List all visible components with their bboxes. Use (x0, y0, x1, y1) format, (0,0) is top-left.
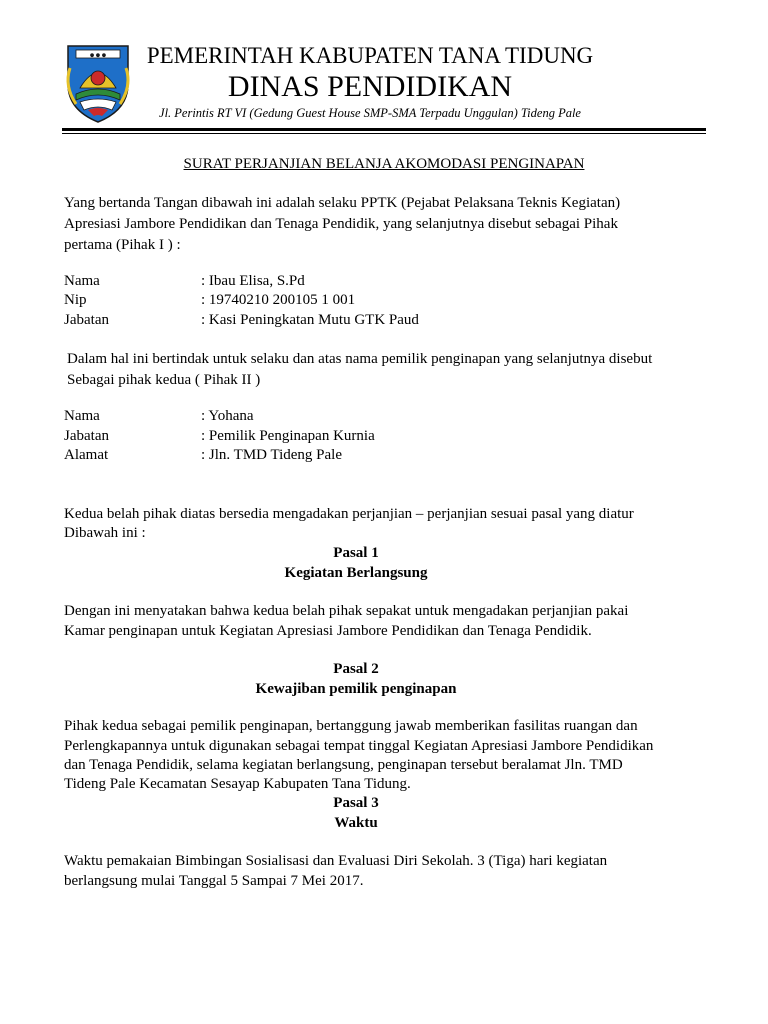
party2-jabatan-value: : Pemilik Penginapan Kurnia (201, 428, 375, 444)
pasal3-number: Pasal 3 (333, 795, 379, 811)
letterhead-address: Jl. Perintis RT VI (Gedung Guest House SMP-SMA Terpadu Unggulan) Tideng Pale (159, 106, 581, 120)
party1-nip-label: Nip (64, 292, 87, 308)
pasal1-heading: Kegiatan Berlangsung (284, 565, 428, 581)
regency-coat-of-arms-icon (62, 40, 134, 124)
party1-jabatan-label: Jabatan (64, 312, 109, 328)
pasal3-heading: Waktu (334, 815, 378, 831)
party1-name-label: Nama (64, 273, 100, 289)
pasal3-text-line: berlangsung mulai Tanggal 5 Sampai 7 Mei 2017. (64, 873, 364, 889)
party1-jabatan-value: : Kasi Peningkatan Mutu GTK Paud (201, 312, 419, 328)
letterhead-rule-thick (62, 128, 706, 131)
party2-alamat-value: : Jln. TMD Tideng Pale (201, 447, 342, 463)
letterhead-department: DINAS PENDIDIKAN (227, 70, 513, 103)
document-title: SURAT PERJANJIAN BELANJA AKOMODASI PENGINAPAN (183, 156, 585, 172)
pasal2-text-line: Pihak kedua sebagai pemilik penginapan, bertanggung jawab memberikan fasilitas ruangan dan (64, 718, 638, 734)
letterhead-government: PEMERINTAH KABUPATEN TANA TIDUNG (146, 43, 594, 68)
mid-line: Sebagai pihak kedua ( Pihak II ) (67, 372, 261, 388)
pasal2-number: Pasal 2 (333, 661, 379, 677)
pasal1-text-line: Kamar penginapan untuk Kegiatan Apresiasi Jambore Pendidikan dan Tenaga Pendidik. (64, 623, 592, 639)
party2-name-label: Nama (64, 408, 100, 424)
intro-line: Yang bertanda Tangan dibawah ini adalah selaku PPTK (Pejabat Pelaksana Teknis Kegiatan) (64, 195, 621, 211)
svg-text:● ● ●: ● ● ● (89, 52, 107, 59)
pasal2-text-line: Tideng Pale Kecamatan Sesayap Kabupaten Tana Tidung. (64, 776, 411, 792)
pasal1-number: Pasal 1 (333, 545, 379, 561)
letterhead-rule-thin (62, 133, 706, 134)
agreement-line: Kedua belah pihak diatas bersedia mengadakan perjanjian – perjanjian sesuai pasal yang diatur (64, 506, 634, 522)
party1-nip-value: : 19740210 200105 1 001 (201, 292, 356, 308)
pasal2-text-line: dan Tenaga Pendidik, selama kegiatan berlangsung, penginapan tersebut beralamat Jln. TMD (64, 757, 623, 773)
party2-jabatan-label: Jabatan (64, 428, 109, 444)
pasal2-text-line: Perlengkapannya untuk digunakan sebagai tempat tinggal Kegiatan Apresiasi Jambore Pendidikan (64, 738, 654, 754)
party1-name-value: : Ibau Elisa, S.Pd (201, 273, 305, 289)
intro-line: Apresiasi Jambore Pendidikan dan Tenaga Pendidik, yang selanjutnya disebut sebagai Pihak (64, 216, 618, 232)
agreement-line: Dibawah ini : (64, 525, 146, 541)
party2-alamat-label: Alamat (64, 447, 109, 463)
pasal2-heading: Kewajiban pemilik penginapan (255, 681, 457, 697)
pasal3-text-line: Waktu pemakaian Bimbingan Sosialisasi dan Evaluasi Diri Sekolah. 3 (Tiga) hari kegiatan (64, 853, 608, 869)
intro-line: pertama (Pihak I ) : (64, 237, 181, 253)
mid-line: Dalam hal ini bertindak untuk selaku dan atas nama pemilik penginapan yang selanjutnya disebut (67, 351, 653, 367)
party2-name-value: : Yohana (201, 408, 254, 424)
pasal1-text-line: Dengan ini menyatakan bahwa kedua belah pihak sepakat untuk mengadakan perjanjian pakai (64, 603, 629, 619)
